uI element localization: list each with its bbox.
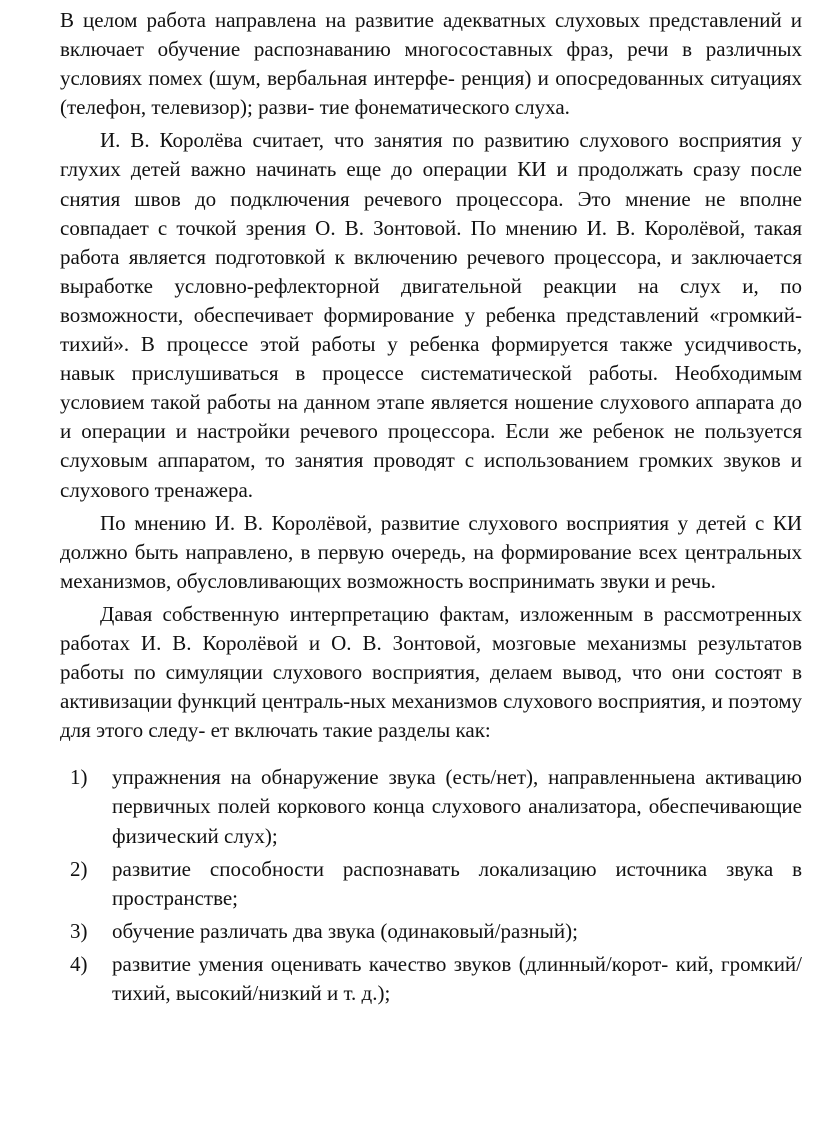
list-item-text: развитие способности распознавать локализацию источника звука в пространстве; bbox=[112, 856, 802, 910]
list-item-number: 4) bbox=[70, 951, 88, 976]
list-item bbox=[60, 917, 802, 946]
list-item-number: 3) bbox=[70, 918, 88, 943]
paragraph-koroleva-opinion: И. В. Королёва считает, что занятия по развитию слухового восприятия у глухих детей важно начинать еще до операции КИ и продолжать сразу после снятия швов до подключения речевого процессора. Это мнение не вполне совпадает с точкой зрения О. В. Зонтовой. По мнению И. В. Королёвой, такая работа является подготовкой к включению речевого процессора, и заключается выработке условно-рефлекторной двигательной реакции на слух и, по возможности, обеспечивает формирование у ребенка представлений «громкий-тихий». В процессе этой работы у ребенка формируется также усидчивость, навык прислушиваться в процессе систематической работы. Необходимым условием такой работы на данном этапе является ношение слухового аппарата до и операции и настройки речевого процессора. Если же ребенок не пользуется слуховым аппаратом, то занятия проводят с использованием громких звуков и слухового тренажера. bbox=[60, 128, 802, 502]
list-item-number: 1) bbox=[70, 765, 88, 790]
paragraph-intro: В целом работа направлена на развитие адекватных слуховых представлений и включает обучение распознаванию многосоставных фраз, речи в различных условиях помех (шум, вербальная интерфе- ренция) и опосредованных ситуациях (телефон, телевизор); разви- тие фонематического слуха. bbox=[60, 8, 802, 120]
list-item-text: упражнения на обнаружение звука (есть/нет), направленныена активацию первичных полей коркового конца слухового анализатора, обеспечивающие физический слух); bbox=[112, 765, 802, 848]
list-item-number: 2) bbox=[70, 856, 88, 881]
paragraph-development-goal: По мнению И. В. Королёвой, развитие слухового восприятия у детей с КИ должно быть направлено, в первую очередь, на формирование всех центральных механизмов, обусловливающих возможность воспринимать звуки и речь. bbox=[60, 510, 802, 593]
list-item bbox=[60, 950, 802, 1008]
list-item-text: развитие умения оценивать качество звуков (длинный/корот- кий, громкий/тихий, высокий/низкий и т. д.); bbox=[112, 951, 802, 1005]
document-page bbox=[60, 6, 802, 1012]
sections-list bbox=[60, 763, 802, 1008]
paragraph-interpretation: Давая собственную интерпретацию фактам, изложенным в рассмотренных работах И. В. Королёвой и О. В. Зонтовой, мозговые механизмы результатов работы по симуляции слухового восприятия, делаем вывод, что они состоят в активизации функций централь-ных механизмов слухового восприятия, и поэтому для этого следу- ет включать такие разделы как: bbox=[60, 601, 802, 743]
list-item-text: обучение различать два звука (одинаковый/разный); bbox=[112, 918, 578, 943]
list-item bbox=[60, 855, 802, 913]
list-item bbox=[60, 763, 802, 850]
